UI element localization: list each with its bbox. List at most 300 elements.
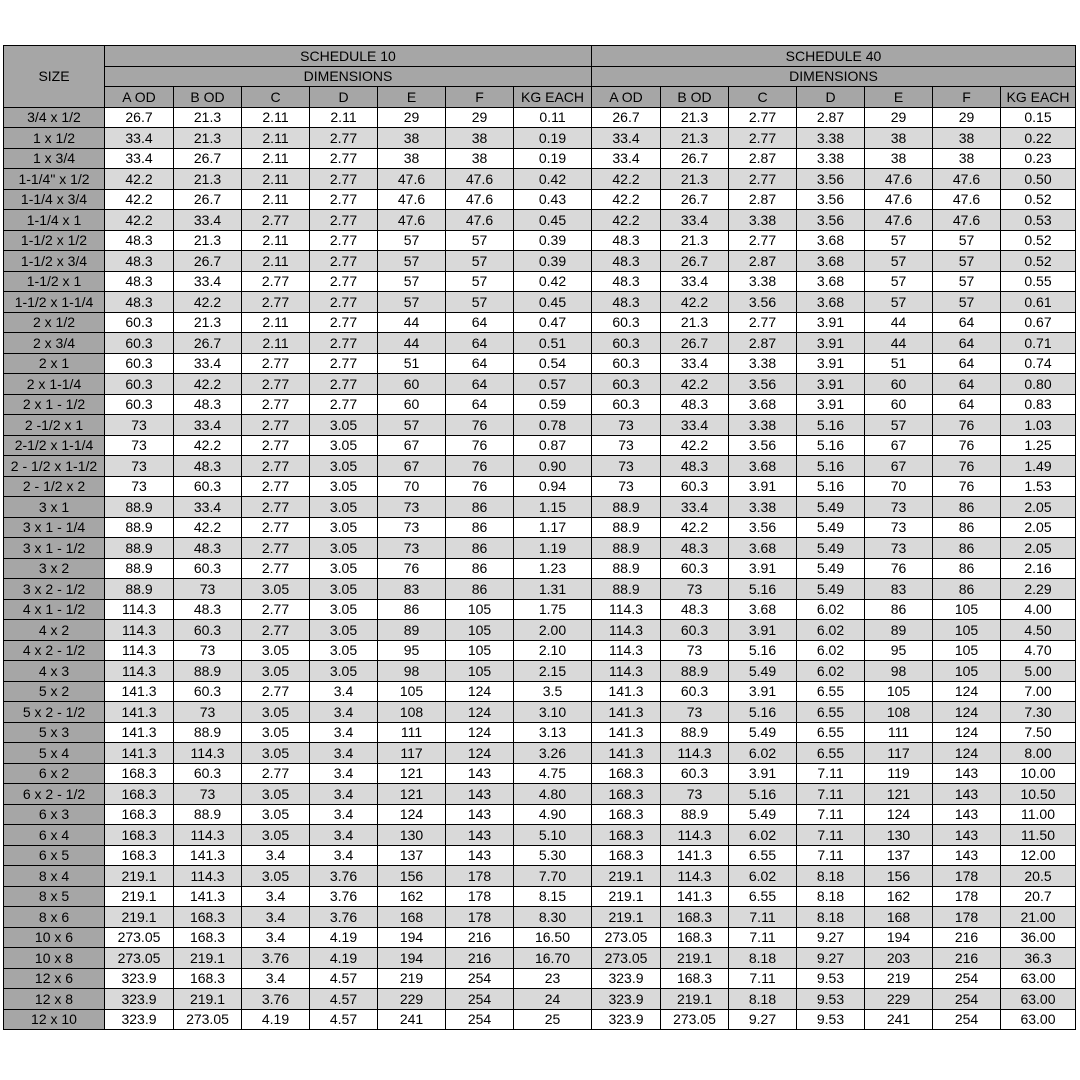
value-cell: 57 (378, 271, 446, 292)
value-cell: 168.3 (592, 804, 661, 825)
value-cell: 26.7 (174, 189, 242, 210)
value-cell: 42.2 (174, 292, 242, 313)
table-row (4, 189, 1076, 210)
col-header-e: E (865, 87, 933, 108)
value-cell: 86 (865, 599, 933, 620)
value-cell: 3.76 (310, 907, 378, 928)
value-cell: 2.77 (242, 456, 310, 477)
value-cell: 168.3 (661, 907, 729, 928)
value-cell: 73 (105, 415, 174, 436)
value-cell: 64 (933, 353, 1001, 374)
value-cell: 60.3 (661, 763, 729, 784)
value-cell: 48.3 (174, 599, 242, 620)
value-cell: 124 (933, 743, 1001, 764)
size-cell: 3 x 2 (4, 558, 105, 579)
schedule-10-dimensions-header: DIMENSIONS (105, 66, 592, 87)
value-cell: 38 (865, 128, 933, 149)
table-row (4, 230, 1076, 251)
value-cell: 3.91 (797, 333, 865, 354)
value-cell: 86 (446, 558, 514, 579)
value-cell: 2.11 (242, 107, 310, 128)
value-cell: 273.05 (105, 927, 174, 948)
value-cell: 3.56 (797, 189, 865, 210)
table-row (4, 661, 1076, 682)
value-cell: 124 (446, 722, 514, 743)
value-cell: 5.10 (514, 825, 592, 846)
value-cell: 73 (661, 579, 729, 600)
value-cell: 3.4 (310, 681, 378, 702)
value-cell: 88.9 (592, 517, 661, 538)
value-cell: 124 (446, 743, 514, 764)
table-body (4, 107, 1076, 1030)
size-cell: 2 x 1-1/4 (4, 374, 105, 395)
value-cell: 8.18 (797, 866, 865, 887)
value-cell: 26.7 (174, 148, 242, 169)
value-cell: 60.3 (174, 558, 242, 579)
value-cell: 60.3 (105, 312, 174, 333)
value-cell: 114.3 (174, 866, 242, 887)
value-cell: 3.4 (310, 722, 378, 743)
value-cell: 73 (592, 435, 661, 456)
value-cell: 33.4 (174, 415, 242, 436)
value-cell: 114.3 (661, 825, 729, 846)
value-cell: 2.77 (242, 435, 310, 456)
value-cell: 25 (514, 1009, 592, 1030)
value-cell: 0.43 (514, 189, 592, 210)
value-cell: 60 (378, 394, 446, 415)
size-cell: 2 - 1/2 x 2 (4, 476, 105, 497)
value-cell: 89 (865, 620, 933, 641)
value-cell: 216 (446, 948, 514, 969)
value-cell: 33.4 (592, 128, 661, 149)
value-cell: 33.4 (661, 353, 729, 374)
value-cell: 33.4 (661, 271, 729, 292)
value-cell: 8.18 (729, 948, 797, 969)
value-cell: 3.05 (310, 435, 378, 456)
value-cell: 241 (865, 1009, 933, 1030)
value-cell: 3.4 (242, 907, 310, 928)
value-cell: 26.7 (174, 251, 242, 272)
value-cell: 254 (933, 1009, 1001, 1030)
value-cell: 216 (446, 927, 514, 948)
value-cell: 60.3 (105, 333, 174, 354)
value-cell: 20.7 (1001, 886, 1076, 907)
value-cell: 73 (105, 435, 174, 456)
value-cell: 141.3 (174, 845, 242, 866)
value-cell: 178 (446, 866, 514, 887)
value-cell: 60 (378, 374, 446, 395)
value-cell: 141.3 (661, 886, 729, 907)
value-cell: 88.9 (105, 558, 174, 579)
value-cell: 9.53 (797, 989, 865, 1010)
value-cell: 21.3 (174, 312, 242, 333)
value-cell: 86 (446, 538, 514, 559)
value-cell: 1.19 (514, 538, 592, 559)
value-cell: 114.3 (592, 620, 661, 641)
value-cell: 6.55 (729, 886, 797, 907)
value-cell: 3.05 (310, 517, 378, 538)
table-row (4, 169, 1076, 190)
value-cell: 1.17 (514, 517, 592, 538)
value-cell: 47.6 (446, 169, 514, 190)
value-cell: 114.3 (105, 661, 174, 682)
table-row (4, 128, 1076, 149)
value-cell: 3.4 (242, 845, 310, 866)
value-cell: 6.02 (729, 825, 797, 846)
col-header-b-od: B OD (661, 87, 729, 108)
value-cell: 3.05 (310, 456, 378, 477)
value-cell: 38 (446, 128, 514, 149)
value-cell: 88.9 (661, 722, 729, 743)
value-cell: 57 (378, 230, 446, 251)
value-cell: 8.30 (514, 907, 592, 928)
size-cell: 3 x 1 - 1/2 (4, 538, 105, 559)
value-cell: 0.19 (514, 128, 592, 149)
table-row (4, 292, 1076, 313)
value-cell: 42.2 (105, 189, 174, 210)
value-cell: 3.4 (242, 927, 310, 948)
value-cell: 254 (933, 989, 1001, 1010)
value-cell: 64 (933, 394, 1001, 415)
value-cell: 67 (378, 456, 446, 477)
table-row (4, 681, 1076, 702)
value-cell: 57 (865, 230, 933, 251)
value-cell: 3.4 (310, 825, 378, 846)
value-cell: 114.3 (174, 743, 242, 764)
value-cell: 2.77 (242, 271, 310, 292)
value-cell: 47.6 (933, 169, 1001, 190)
value-cell: 73 (592, 456, 661, 477)
value-cell: 2.77 (242, 517, 310, 538)
value-cell: 2.05 (1001, 517, 1076, 538)
value-cell: 0.71 (1001, 333, 1076, 354)
value-cell: 3.05 (242, 661, 310, 682)
value-cell: 3.38 (729, 271, 797, 292)
value-cell: 178 (446, 886, 514, 907)
value-cell: 60.3 (661, 681, 729, 702)
value-cell: 219.1 (174, 948, 242, 969)
value-cell: 3.68 (797, 230, 865, 251)
value-cell: 0.80 (1001, 374, 1076, 395)
value-cell: 33.4 (661, 497, 729, 518)
value-cell: 323.9 (105, 989, 174, 1010)
value-cell: 4.57 (310, 1009, 378, 1030)
value-cell: 5.49 (797, 558, 865, 579)
value-cell: 70 (378, 476, 446, 497)
value-cell: 114.3 (592, 661, 661, 682)
value-cell: 3.56 (729, 435, 797, 456)
value-cell: 219.1 (105, 866, 174, 887)
value-cell: 143 (446, 825, 514, 846)
value-cell: 60 (865, 394, 933, 415)
value-cell: 3.68 (729, 456, 797, 477)
value-cell: 29 (446, 107, 514, 128)
value-cell: 111 (865, 722, 933, 743)
value-cell: 3.05 (310, 415, 378, 436)
value-cell: 3.4 (310, 845, 378, 866)
value-cell: 26.7 (661, 148, 729, 169)
table-row (4, 886, 1076, 907)
value-cell: 98 (378, 661, 446, 682)
value-cell: 2.77 (242, 558, 310, 579)
value-cell: 48.3 (105, 230, 174, 251)
value-cell: 9.53 (797, 1009, 865, 1030)
value-cell: 21.3 (174, 230, 242, 251)
value-cell: 5.16 (729, 640, 797, 661)
value-cell: 64 (933, 312, 1001, 333)
value-cell: 3.05 (242, 579, 310, 600)
size-cell: 6 x 3 (4, 804, 105, 825)
value-cell: 194 (378, 927, 446, 948)
value-cell: 143 (933, 763, 1001, 784)
value-cell: 42.2 (661, 435, 729, 456)
value-cell: 60.3 (174, 681, 242, 702)
value-cell: 3.13 (514, 722, 592, 743)
value-cell: 0.47 (514, 312, 592, 333)
value-cell: 3.05 (242, 640, 310, 661)
value-cell: 60.3 (592, 394, 661, 415)
value-cell: 105 (933, 620, 1001, 641)
value-cell: 33.4 (592, 148, 661, 169)
value-cell: 5.16 (797, 476, 865, 497)
value-cell: 64 (446, 353, 514, 374)
schedule-40-header: SCHEDULE 40 (592, 46, 1076, 67)
value-cell: 57 (378, 415, 446, 436)
value-cell: 83 (865, 579, 933, 600)
value-cell: 3.91 (797, 312, 865, 333)
value-cell: 2.77 (310, 271, 378, 292)
value-cell: 3.91 (729, 763, 797, 784)
value-cell: 95 (865, 640, 933, 661)
value-cell: 33.4 (174, 210, 242, 231)
value-cell: 44 (378, 333, 446, 354)
value-cell: 168.3 (592, 763, 661, 784)
value-cell: 111 (378, 722, 446, 743)
table-row (4, 948, 1076, 969)
value-cell: 10.00 (1001, 763, 1076, 784)
value-cell: 3.05 (242, 743, 310, 764)
value-cell: 143 (933, 784, 1001, 805)
value-cell: 0.55 (1001, 271, 1076, 292)
value-cell: 323.9 (105, 1009, 174, 1030)
value-cell: 117 (378, 743, 446, 764)
table-row (4, 271, 1076, 292)
value-cell: 168.3 (592, 825, 661, 846)
value-cell: 73 (865, 538, 933, 559)
size-cell: 12 x 10 (4, 1009, 105, 1030)
value-cell: 0.52 (1001, 251, 1076, 272)
value-cell: 20.5 (1001, 866, 1076, 887)
value-cell: 88.9 (105, 517, 174, 538)
value-cell: 2.10 (514, 640, 592, 661)
value-cell: 0.19 (514, 148, 592, 169)
value-cell: 2.77 (242, 681, 310, 702)
col-header-e: E (378, 87, 446, 108)
value-cell: 203 (865, 948, 933, 969)
value-cell: 7.11 (729, 927, 797, 948)
size-cell: 4 x 2 (4, 620, 105, 641)
value-cell: 6.02 (797, 599, 865, 620)
value-cell: 60.3 (174, 620, 242, 641)
value-cell: 2.15 (514, 661, 592, 682)
value-cell: 5.49 (797, 517, 865, 538)
value-cell: 60.3 (592, 333, 661, 354)
value-cell: 67 (865, 456, 933, 477)
value-cell: 60.3 (661, 476, 729, 497)
value-cell: 73 (661, 784, 729, 805)
value-cell: 3.05 (242, 804, 310, 825)
value-cell: 42.2 (174, 435, 242, 456)
value-cell: 3.91 (797, 374, 865, 395)
value-cell: 76 (446, 435, 514, 456)
value-cell: 63.00 (1001, 968, 1076, 989)
value-cell: 70 (865, 476, 933, 497)
value-cell: 2.77 (310, 353, 378, 374)
size-cell: 6 x 4 (4, 825, 105, 846)
value-cell: 57 (865, 251, 933, 272)
value-cell: 4.70 (1001, 640, 1076, 661)
value-cell: 2.77 (242, 538, 310, 559)
value-cell: 86 (933, 538, 1001, 559)
value-cell: 48.3 (592, 292, 661, 313)
value-cell: 9.27 (797, 948, 865, 969)
value-cell: 3.05 (242, 866, 310, 887)
table-row (4, 435, 1076, 456)
value-cell: 3.10 (514, 702, 592, 723)
value-cell: 63.00 (1001, 1009, 1076, 1030)
value-cell: 51 (378, 353, 446, 374)
value-cell: 29 (378, 107, 446, 128)
table-row (4, 148, 1076, 169)
table-container (3, 45, 1076, 1030)
size-cell: 2 x 1 - 1/2 (4, 394, 105, 415)
schedule-10-header: SCHEDULE 10 (105, 46, 592, 67)
value-cell: 178 (933, 907, 1001, 928)
value-cell: 2.77 (729, 312, 797, 333)
table-header (4, 46, 1076, 108)
value-cell: 2.77 (310, 189, 378, 210)
value-cell: 83 (378, 579, 446, 600)
value-cell: 73 (378, 497, 446, 518)
value-cell: 2.77 (310, 169, 378, 190)
value-cell: 3.4 (310, 743, 378, 764)
size-cell: 6 x 2 (4, 763, 105, 784)
col-header-f: F (933, 87, 1001, 108)
value-cell: 67 (865, 435, 933, 456)
value-cell: 48.3 (174, 394, 242, 415)
value-cell: 219.1 (661, 948, 729, 969)
value-cell: 2.00 (514, 620, 592, 641)
value-cell: 21.3 (174, 128, 242, 149)
value-cell: 6.55 (797, 743, 865, 764)
value-cell: 2.87 (729, 148, 797, 169)
value-cell: 47.6 (378, 210, 446, 231)
table-row (4, 1009, 1076, 1030)
col-header-d: D (797, 87, 865, 108)
value-cell: 4.19 (310, 948, 378, 969)
value-cell: 5.16 (797, 456, 865, 477)
value-cell: 63.00 (1001, 989, 1076, 1010)
value-cell: 273.05 (661, 1009, 729, 1030)
value-cell: 5.16 (797, 415, 865, 436)
value-cell: 2.77 (242, 476, 310, 497)
value-cell: 60.3 (661, 620, 729, 641)
value-cell: 42.2 (105, 169, 174, 190)
value-cell: 121 (378, 784, 446, 805)
value-cell: 86 (933, 497, 1001, 518)
value-cell: 2.77 (242, 374, 310, 395)
value-cell: 73 (865, 497, 933, 518)
col-header-b-od: B OD (174, 87, 242, 108)
value-cell: 76 (865, 558, 933, 579)
col-header-c: C (729, 87, 797, 108)
value-cell: 130 (865, 825, 933, 846)
value-cell: 48.3 (592, 271, 661, 292)
value-cell: 114.3 (661, 866, 729, 887)
value-cell: 0.90 (514, 456, 592, 477)
value-cell: 178 (933, 886, 1001, 907)
value-cell: 3.38 (729, 497, 797, 518)
value-cell: 73 (592, 415, 661, 436)
value-cell: 57 (933, 271, 1001, 292)
size-cell: 5 x 4 (4, 743, 105, 764)
size-cell: 2 x 3/4 (4, 333, 105, 354)
value-cell: 219.1 (174, 989, 242, 1010)
value-cell: 12.00 (1001, 845, 1076, 866)
value-cell: 105 (933, 661, 1001, 682)
value-cell: 95 (378, 640, 446, 661)
value-cell: 141.3 (661, 845, 729, 866)
col-header-kg-each: KG EACH (514, 87, 592, 108)
size-cell: 1-1/4 x 3/4 (4, 189, 105, 210)
value-cell: 7.11 (797, 804, 865, 825)
value-cell: 124 (933, 681, 1001, 702)
value-cell: 47.6 (933, 189, 1001, 210)
value-cell: 2.11 (242, 148, 310, 169)
value-cell: 2.77 (310, 148, 378, 169)
value-cell: 6.55 (797, 681, 865, 702)
value-cell: 21.3 (174, 169, 242, 190)
value-cell: 143 (446, 763, 514, 784)
value-cell: 168.3 (661, 968, 729, 989)
value-cell: 2.87 (729, 189, 797, 210)
value-cell: 88.9 (661, 804, 729, 825)
value-cell: 4.57 (310, 968, 378, 989)
value-cell: 33.4 (661, 415, 729, 436)
value-cell: 114.3 (661, 743, 729, 764)
size-cell: 2 x 1 (4, 353, 105, 374)
value-cell: 1.75 (514, 599, 592, 620)
value-cell: 1.25 (1001, 435, 1076, 456)
value-cell: 114.3 (592, 599, 661, 620)
value-cell: 33.4 (174, 353, 242, 374)
value-cell: 2.11 (242, 312, 310, 333)
value-cell: 7.11 (797, 825, 865, 846)
value-cell: 3.05 (242, 722, 310, 743)
table-row (4, 989, 1076, 1010)
value-cell: 38 (446, 148, 514, 169)
value-cell: 216 (933, 948, 1001, 969)
value-cell: 7.11 (797, 784, 865, 805)
value-cell: 273.05 (174, 1009, 242, 1030)
value-cell: 73 (661, 702, 729, 723)
value-cell: 7.11 (729, 907, 797, 928)
value-cell: 64 (446, 333, 514, 354)
value-cell: 2.11 (310, 107, 378, 128)
value-cell: 168.3 (105, 845, 174, 866)
table-row (4, 517, 1076, 538)
value-cell: 26.7 (105, 107, 174, 128)
